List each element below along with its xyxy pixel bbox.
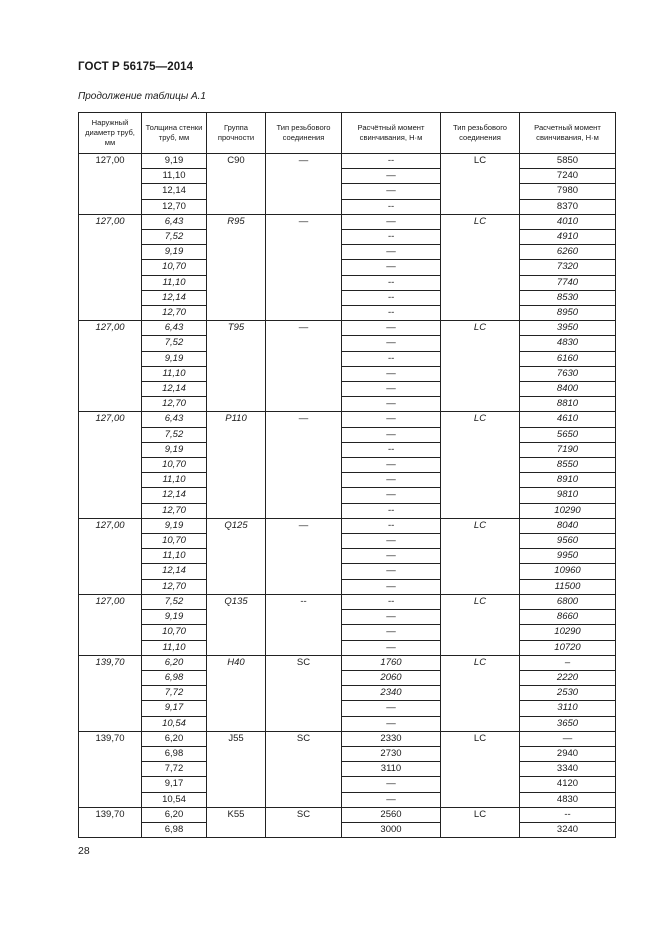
table-row [79,397,616,412]
cell-makeup-torque-2: 3950 [520,321,616,336]
cell-wall-thickness: 9,19 [142,245,207,260]
cell-makeup-torque-2: 9560 [520,534,616,549]
document-code: ГОСТ Р 56175—2014 [78,61,194,73]
cell-makeup-torque-1: 2560 [342,807,441,822]
cell-thread-type-2: LC [441,518,520,594]
cell-makeup-torque-1: — [342,701,441,716]
cell-makeup-torque-2: 7630 [520,366,616,381]
cell-makeup-torque-2: 3650 [520,716,616,731]
cell-makeup-torque-1: -- [342,275,441,290]
cell-makeup-torque-1: — [342,579,441,594]
cell-makeup-torque-1: — [342,169,441,184]
table-row [79,564,616,579]
cell-makeup-torque-1: — [342,640,441,655]
cell-makeup-torque-2: 8400 [520,382,616,397]
table-row [79,154,616,169]
table-row [79,534,616,549]
cell-thread-type-1: SC [266,731,342,807]
cell-thread-type-1: — [266,518,342,594]
cell-makeup-torque-1: 2060 [342,670,441,685]
cell-makeup-torque-2: 3240 [520,822,616,837]
cell-makeup-torque-1: -- [342,230,441,245]
table-row [79,382,616,397]
cell-makeup-torque-2: 8950 [520,306,616,321]
cell-makeup-torque-1: — [342,564,441,579]
cell-wall-thickness: 7,52 [142,230,207,245]
cell-wall-thickness: 10,70 [142,625,207,640]
cell-makeup-torque-2: 10960 [520,564,616,579]
cell-makeup-torque-1: 2730 [342,746,441,761]
cell-wall-thickness: 6,43 [142,214,207,229]
cell-outer-diameter: 139,70 [79,731,142,807]
cell-wall-thickness: 12,70 [142,306,207,321]
table-row [79,488,616,503]
cell-strength-group: Q125 [207,518,266,594]
cell-wall-thickness: 10,70 [142,534,207,549]
table-row [79,701,616,716]
header-makeup-torque-1: Расчётный момент свинчивания, Н·м [342,113,441,154]
cell-thread-type-1: -- [266,594,342,655]
cell-makeup-torque-2: 9810 [520,488,616,503]
table-row [79,169,616,184]
cell-makeup-torque-2: 10720 [520,640,616,655]
cell-makeup-torque-2: 7190 [520,442,616,457]
cell-makeup-torque-1: — [342,397,441,412]
cell-wall-thickness: 12,70 [142,579,207,594]
cell-makeup-torque-1: — [342,427,441,442]
cell-makeup-torque-2: — [520,731,616,746]
table-row [79,670,616,685]
cell-strength-group: K55 [207,807,266,837]
table-row [79,214,616,229]
table-row [79,275,616,290]
cell-wall-thickness: 12,70 [142,199,207,214]
cell-makeup-torque-1: — [342,458,441,473]
header-outer-diameter: Наружный диаметр труб, мм [79,113,142,154]
cell-makeup-torque-2: 2940 [520,746,616,761]
cell-makeup-torque-2: 8530 [520,290,616,305]
table-row [79,594,616,609]
table-row [79,458,616,473]
cell-thread-type-2: LC [441,655,520,731]
cell-makeup-torque-2: 7980 [520,184,616,199]
table-row [79,716,616,731]
cell-makeup-torque-2: 4830 [520,792,616,807]
cell-makeup-torque-2: 3340 [520,762,616,777]
cell-thread-type-2: LC [441,594,520,655]
cell-makeup-torque-1: — [342,184,441,199]
cell-wall-thickness: 11,10 [142,169,207,184]
cell-wall-thickness: 12,14 [142,382,207,397]
table-row [79,731,616,746]
cell-wall-thickness: 7,52 [142,427,207,442]
cell-makeup-torque-2: 2220 [520,670,616,685]
cell-makeup-torque-2: 4830 [520,336,616,351]
cell-wall-thickness: 7,52 [142,594,207,609]
cell-makeup-torque-2: 8040 [520,518,616,533]
cell-thread-type-2: LC [441,154,520,215]
cell-strength-group: P110 [207,412,266,518]
cell-outer-diameter: 127,00 [79,154,142,215]
cell-thread-type-1: SC [266,807,342,837]
cell-makeup-torque-2: 5850 [520,154,616,169]
cell-makeup-torque-1: — [342,610,441,625]
cell-makeup-torque-1: 1760 [342,655,441,670]
cell-makeup-torque-2: 6260 [520,245,616,260]
table-row [79,777,616,792]
cell-thread-type-2: LC [441,807,520,837]
cell-makeup-torque-2: 8660 [520,610,616,625]
cell-makeup-torque-1: -- [342,594,441,609]
cell-makeup-torque-2: 3110 [520,701,616,716]
table-row [79,306,616,321]
cell-wall-thickness: 9,17 [142,777,207,792]
table-row [79,640,616,655]
cell-thread-type-1: — [266,154,342,215]
cell-makeup-torque-1: — [342,214,441,229]
cell-wall-thickness: 10,70 [142,458,207,473]
cell-makeup-torque-1: — [342,382,441,397]
cell-wall-thickness: 6,43 [142,321,207,336]
table-row [79,351,616,366]
cell-wall-thickness: 7,72 [142,686,207,701]
cell-makeup-torque-1: -- [342,306,441,321]
cell-strength-group: H40 [207,655,266,731]
cell-wall-thickness: 10,70 [142,260,207,275]
cell-wall-thickness: 12,14 [142,488,207,503]
table-body [79,154,616,838]
cell-outer-diameter: 127,00 [79,412,142,518]
table-row [79,579,616,594]
table-row [79,336,616,351]
cell-makeup-torque-2: -- [520,807,616,822]
cell-strength-group: C90 [207,154,266,215]
cell-strength-group: Q135 [207,594,266,655]
cell-wall-thickness: 6,98 [142,670,207,685]
cell-wall-thickness: 12,70 [142,503,207,518]
table-caption: Продолжение таблицы А.1 [78,91,206,102]
cell-makeup-torque-2: – [520,655,616,670]
cell-wall-thickness: 9,19 [142,518,207,533]
table-row [79,199,616,214]
table-row [79,686,616,701]
cell-thread-type-2: LC [441,214,520,320]
table-row [79,549,616,564]
table-row [79,822,616,837]
table-row [79,807,616,822]
table-row [79,366,616,381]
cell-makeup-torque-1: — [342,260,441,275]
cell-wall-thickness: 11,10 [142,366,207,381]
cell-strength-group: T95 [207,321,266,412]
cell-makeup-torque-1: — [342,625,441,640]
cell-wall-thickness: 9,19 [142,442,207,457]
cell-makeup-torque-1: -- [342,199,441,214]
cell-makeup-torque-1: -- [342,442,441,457]
cell-strength-group: J55 [207,731,266,807]
cell-thread-type-2: LC [441,731,520,807]
cell-makeup-torque-1: — [342,336,441,351]
cell-makeup-torque-1: — [342,777,441,792]
cell-wall-thickness: 9,19 [142,610,207,625]
table-row [79,762,616,777]
cell-thread-type-1: SC [266,655,342,731]
cell-wall-thickness: 6,20 [142,807,207,822]
cell-wall-thickness: 9,17 [142,701,207,716]
table-row [79,442,616,457]
cell-makeup-torque-1: — [342,321,441,336]
cell-makeup-torque-2: 8910 [520,473,616,488]
header-thread-type-1: Тип резьбового соединения [266,113,342,154]
cell-wall-thickness: 11,10 [142,640,207,655]
cell-thread-type-2: LC [441,412,520,518]
cell-makeup-torque-2: 5650 [520,427,616,442]
table-row [79,290,616,305]
table-row [79,503,616,518]
cell-makeup-torque-2: 6800 [520,594,616,609]
table-row [79,260,616,275]
cell-makeup-torque-2: 7320 [520,260,616,275]
table-row [79,412,616,427]
table-row [79,245,616,260]
cell-wall-thickness: 11,10 [142,549,207,564]
cell-makeup-torque-1: 3110 [342,762,441,777]
cell-outer-diameter: 139,70 [79,807,142,837]
cell-thread-type-2: LC [441,321,520,412]
cell-wall-thickness: 7,52 [142,336,207,351]
cell-makeup-torque-1: 3000 [342,822,441,837]
cell-makeup-torque-2: 10290 [520,625,616,640]
cell-makeup-torque-1: 2330 [342,731,441,746]
table-row [79,518,616,533]
cell-makeup-torque-1: — [342,245,441,260]
cell-makeup-torque-2: 2530 [520,686,616,701]
cell-strength-group: R95 [207,214,266,320]
table-row [79,625,616,640]
cell-wall-thickness: 6,98 [142,822,207,837]
cell-outer-diameter: 127,00 [79,594,142,655]
cell-thread-type-1: — [266,214,342,320]
cell-makeup-torque-2: 10290 [520,503,616,518]
cell-outer-diameter: 139,70 [79,655,142,731]
table-row [79,655,616,670]
cell-makeup-torque-1: — [342,412,441,427]
table-row [79,746,616,761]
table-row [79,230,616,245]
cell-wall-thickness: 9,19 [142,154,207,169]
cell-makeup-torque-1: — [342,473,441,488]
header-strength-group: Группа прочности [207,113,266,154]
cell-makeup-torque-1: — [342,716,441,731]
cell-wall-thickness: 6,20 [142,731,207,746]
cell-makeup-torque-2: 8370 [520,199,616,214]
cell-makeup-torque-2: 4120 [520,777,616,792]
cell-wall-thickness: 10,54 [142,716,207,731]
cell-wall-thickness: 7,72 [142,762,207,777]
cell-makeup-torque-1: — [342,792,441,807]
cell-makeup-torque-1: — [342,534,441,549]
cell-thread-type-1: — [266,321,342,412]
table-row [79,792,616,807]
cell-wall-thickness: 9,19 [142,351,207,366]
cell-makeup-torque-1: — [342,366,441,381]
cell-outer-diameter: 127,00 [79,214,142,320]
cell-wall-thickness: 12,70 [142,397,207,412]
cell-makeup-torque-2: 7740 [520,275,616,290]
cell-outer-diameter: 127,00 [79,518,142,594]
cell-makeup-torque-2: 4010 [520,214,616,229]
cell-makeup-torque-1: 2340 [342,686,441,701]
cell-wall-thickness: 6,20 [142,655,207,670]
cell-wall-thickness: 6,98 [142,746,207,761]
cell-wall-thickness: 10,54 [142,792,207,807]
table-row [79,610,616,625]
header-thread-type-2: Тип резьбового соединения [441,113,520,154]
cell-makeup-torque-1: -- [342,518,441,533]
cell-wall-thickness: 12,14 [142,290,207,305]
cell-makeup-torque-2: 8810 [520,397,616,412]
cell-makeup-torque-2: 4610 [520,412,616,427]
cell-makeup-torque-1: -- [342,351,441,366]
cell-wall-thickness: 12,14 [142,564,207,579]
cell-makeup-torque-2: 8550 [520,458,616,473]
page-number: 28 [78,845,90,857]
table-row [79,321,616,336]
cell-makeup-torque-2: 7240 [520,169,616,184]
header-wall-thickness: Толщина стенки труб, мм [142,113,207,154]
table-header-row [79,113,616,154]
cell-makeup-torque-2: 4910 [520,230,616,245]
cell-makeup-torque-2: 9950 [520,549,616,564]
cell-makeup-torque-1: -- [342,503,441,518]
cell-makeup-torque-1: -- [342,154,441,169]
cell-wall-thickness: 11,10 [142,275,207,290]
cell-wall-thickness: 6,43 [142,412,207,427]
table-row [79,184,616,199]
cell-makeup-torque-1: -- [342,290,441,305]
table-row [79,473,616,488]
cell-makeup-torque-1: — [342,488,441,503]
cell-outer-diameter: 127,00 [79,321,142,412]
cell-wall-thickness: 12,14 [142,184,207,199]
cell-makeup-torque-2: 11500 [520,579,616,594]
cell-makeup-torque-1: — [342,549,441,564]
header-makeup-torque-2: Расчетный момент свинчивания, Н·м [520,113,616,154]
table-row [79,427,616,442]
cell-wall-thickness: 11,10 [142,473,207,488]
cell-thread-type-1: — [266,412,342,518]
torque-table [78,112,616,838]
cell-makeup-torque-2: 6160 [520,351,616,366]
